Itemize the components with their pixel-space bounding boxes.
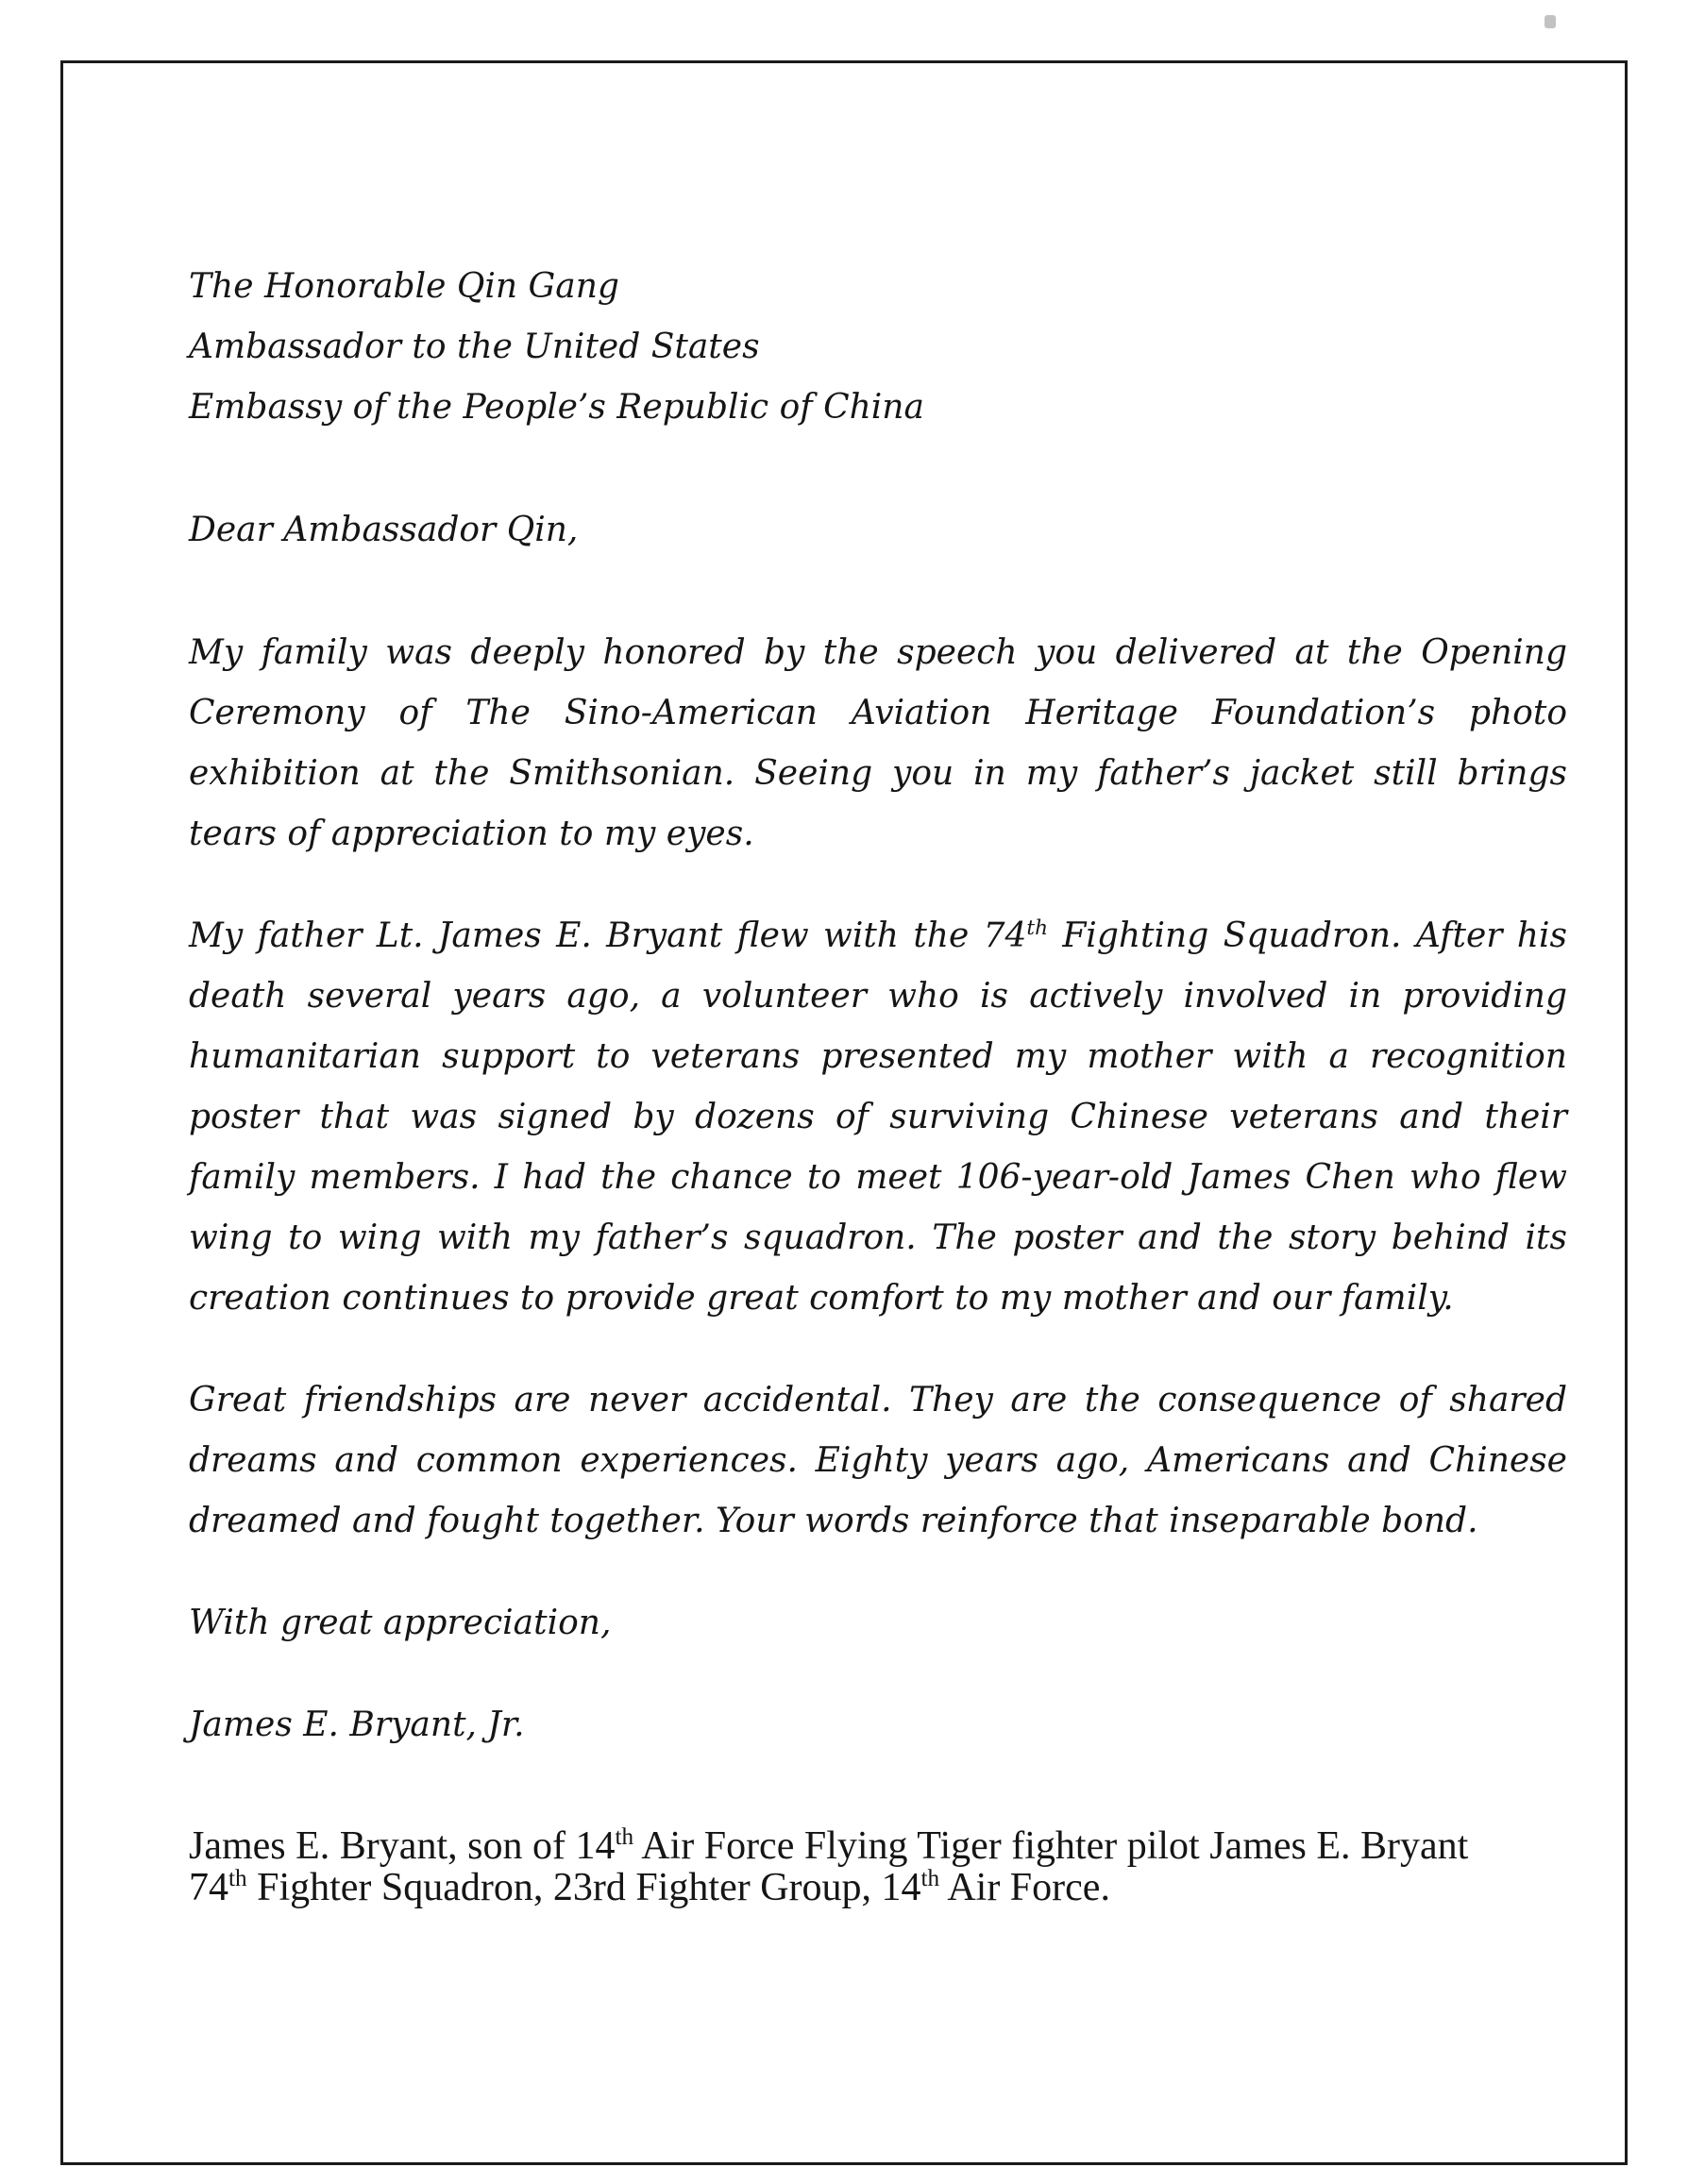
signature: James E. Bryant, Jr.: [189, 1705, 525, 1744]
superscript-th: th: [1026, 916, 1048, 940]
paragraph-3: Great friendships are never accidental. They are the consequence of shared dreams and common experiences. Eighty years ago, Americans and Chinese dreamed and fought together. Your words reinforce that inseparable bond.: [189, 1381, 1567, 1540]
footer-superscript-1: th: [615, 1824, 634, 1850]
footer-note: [189, 1825, 1511, 1908]
paragraph-1: My family was deeply honored by the speech you delivered at the Opening Ceremony of The Sino-American Aviation Heritage Foundation’s photo exhibition at the Smithsonian. Seeing you in my father’s jacket still brings tears of appreciation to my eyes.: [189, 633, 1567, 853]
recipient-title: Ambassador to the United States: [189, 328, 760, 366]
letter-body: [189, 257, 1567, 1908]
scan-speck: [1545, 15, 1556, 28]
recipient-name: The Honorable Qin Gang: [189, 267, 619, 306]
footer-text-c: Fighter Squadron, 23rd Fighter Group, 14: [246, 1866, 921, 1909]
paragraph-2-text-b: Fighting Squadron. After his death several years ago, a volunteer who is actively involved in providing humanitarian support to veterans presented my mother with a recognition poster that was signed by dozens of surviving Chinese veterans and their family members. I had the chance to meet 106-year-old James Chen who flew wing to wing with my father’s squadron. The poster and the story behind its creation continues to provide great comfort to my mother and our family.: [189, 916, 1567, 1318]
recipient-organization: Embassy of the People’s Republic of China: [189, 388, 924, 427]
recipient-address: [189, 257, 1567, 438]
footer-text-b: Air Force Flying Tiger fighter pilot James E. Bryant 74: [189, 1824, 1469, 1909]
paragraph-2-text-a: My father Lt. James E. Bryant flew with the 74: [189, 916, 1027, 955]
footer-superscript-2: th: [228, 1866, 247, 1891]
salutation: Dear Ambassador Qin,: [189, 511, 579, 549]
footer-text-a: James E. Bryant, son of 14: [189, 1824, 616, 1868]
footer-text-d: Air Force.: [939, 1866, 1110, 1909]
paragraph-2: [189, 906, 1567, 1329]
footer-superscript-3: th: [920, 1866, 940, 1891]
closing: With great appreciation,: [189, 1604, 612, 1642]
